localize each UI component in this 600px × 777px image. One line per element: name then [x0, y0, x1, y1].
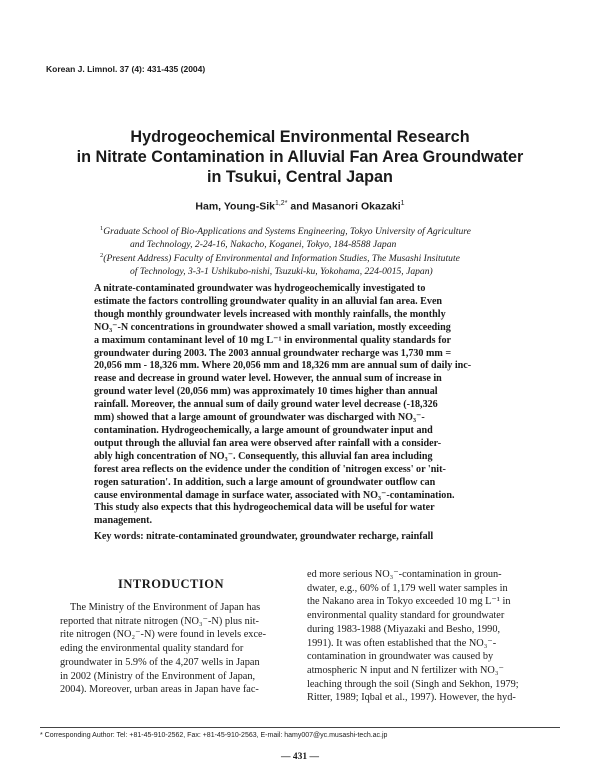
- body-line: reported that nitrate nitrogen (NO₃⁻-N) plus nit-: [60, 615, 259, 627]
- body-line: The Ministry of the Environment of Japan has: [70, 602, 261, 613]
- body-line: Ritter, 1989; Iqbal et al., 1997). However, the hyd-: [307, 692, 516, 704]
- affiliation-marker: 1: [100, 225, 104, 232]
- abstract: [94, 283, 516, 528]
- body-column-left: [60, 601, 266, 697]
- body-line: 1991). It was often established that the NO₃⁻-: [307, 637, 497, 649]
- body-line: 2004). Moreover, urban areas in Japan have fac-: [60, 684, 259, 696]
- body-line: rite nitrogen (NO₂⁻-N) were found in levels exce-: [60, 629, 267, 641]
- abstract-line: management.: [94, 515, 153, 527]
- body-line: contamination in groundwater was caused by: [307, 651, 494, 663]
- abstract-line: forest area reflects on the evidence under the condition of 'nitrogen excess' or 'nit-: [94, 463, 446, 475]
- title-line: in Tsukui, Central Japan: [207, 168, 393, 186]
- keywords: Key words: nitrate-contaminated groundwater, groundwater recharge, rainfall: [94, 531, 434, 542]
- abstract-line: rease and decrease in ground water level. However, the annual sum of increase in: [94, 373, 442, 385]
- abstract-line: mm) showed that a large amount of groundwater was discharged with NO₃⁻-: [94, 412, 425, 424]
- body-line: ed more serious NO₃⁻-contamination in groun-: [307, 569, 502, 580]
- abstract-line: ably high concentration of NO₃⁻. Consequently, this alluvial fan area including: [94, 450, 433, 462]
- affiliation-2: [100, 249, 520, 278]
- abstract-line: contamination. Hydrogeochemically, a large amount of groundwater input and: [94, 424, 433, 436]
- affiliation-1: [100, 222, 520, 251]
- abstract-line: rogen saturation'. In addition, such a large amount of groundwater outflow can: [94, 476, 436, 488]
- paper-title: [60, 127, 540, 187]
- corresponding-author-footnote: * Corresponding Author: Tel: +81-45-910-2562, Fax: +81-45-910-2563, E-mail: hamy007@yc.musashi-tech.ac.jp: [40, 732, 388, 739]
- footnote-divider: [40, 727, 560, 728]
- body-line: the Nakano area in Tokyo exceeded 10 mg L⁻¹ in: [307, 596, 511, 608]
- abstract-line: NO₃⁻-N concentrations in groundwater showed a small variation, mostly exceeding: [94, 321, 451, 333]
- section-heading-introduction: INTRODUCTION: [118, 577, 225, 591]
- abstract-line: though monthly groundwater levels increased with monthly rainfalls, the monthly: [94, 308, 446, 320]
- abstract-line: estimate the factors controlling groundwater quality in an alluvial fan area. Even: [94, 295, 443, 307]
- page-number: — 431 —: [281, 752, 319, 762]
- body-line: in 2002 (Ministry of the Environment of Japan,: [60, 670, 256, 682]
- body-line: groundwater in 5.9% of the 4,207 wells in Japan: [60, 656, 260, 668]
- author-name: Ham, Young-Sik: [195, 200, 275, 213]
- title-line: Hydrogeochemical Environmental Research: [130, 128, 470, 146]
- abstract-line: cause environmental damage in surface water, associated with NO₃⁻-contamination.: [94, 489, 455, 501]
- body-line: during 1983-1988 (Miyazaki and Besho, 1990,: [307, 623, 501, 635]
- abstract-line: a maximum contaminant level of 10 mg L⁻¹ in environmental quality standards for: [94, 334, 451, 346]
- author-affiliation-marker: 1: [400, 200, 405, 207]
- affiliation-marker: 2: [100, 252, 104, 259]
- affiliation-line: (Present Address) Faculty of Environmental and Information Studies, The Musashi Insitutute: [103, 253, 460, 265]
- body-line: atmospheric N input and N fertilizer with NO₃⁻: [307, 664, 504, 676]
- abstract-line: 20,056 mm - 18,326 mm. Where 20,056 mm and 18,326 mm are annual sum of daily inc-: [94, 360, 472, 372]
- affiliation-line: of Technology, 3-3-1 Ushikubo-nishi, Tsuzuki-ku, Yokohama, 224-0015, Japan): [130, 266, 433, 278]
- body-line: leaching through the soil (Singh and Sekhon, 1979;: [307, 678, 519, 690]
- body-line: environmental quality standard for groundwater: [307, 610, 505, 622]
- author-list: [60, 200, 540, 213]
- journal-reference: Korean J. Limnol. 37 (4): 431-435 (2004): [46, 64, 206, 74]
- abstract-line: ground water level (20,056 mm) was approximately 10 times higher than annual: [94, 386, 438, 398]
- abstract-line: groundwater during 2003. The 2003 annual groundwater recharge was 1,730 mm =: [94, 347, 452, 359]
- body-column-right: [307, 568, 519, 705]
- author-name: Masanori Okazaki: [311, 200, 401, 213]
- author-joiner: and: [287, 200, 312, 213]
- affiliation-line: and Technology, 2-24-16, Nakacho, Koganei, Tokyo, 184-8588 Japan: [130, 239, 397, 251]
- body-line: dwater, e.g., 60% of 1,179 well water samples in: [307, 582, 508, 594]
- abstract-line: This study also expects that this hydrogeochemical data will be useful for water: [94, 502, 435, 514]
- body-line: eding the environmental quality standard for: [60, 643, 244, 655]
- abstract-line: rainfall. Moreover, the annual sum of daily ground water level decrease (-18,326: [94, 399, 438, 411]
- affiliation-line: Graduate School of Bio-Applications and Systems Engineering, Tokyo University of Agriculture: [103, 226, 471, 238]
- author-affiliation-marker: 1,2*: [274, 200, 288, 207]
- abstract-line: A nitrate-contaminated groundwater was hydrogeochemically investigated to: [94, 283, 426, 294]
- abstract-line: output through the alluvial fan area were observed after rainfall with a consider-: [94, 437, 442, 449]
- title-line: in Nitrate Contamination in Alluvial Fan Area Groundwater: [76, 148, 524, 166]
